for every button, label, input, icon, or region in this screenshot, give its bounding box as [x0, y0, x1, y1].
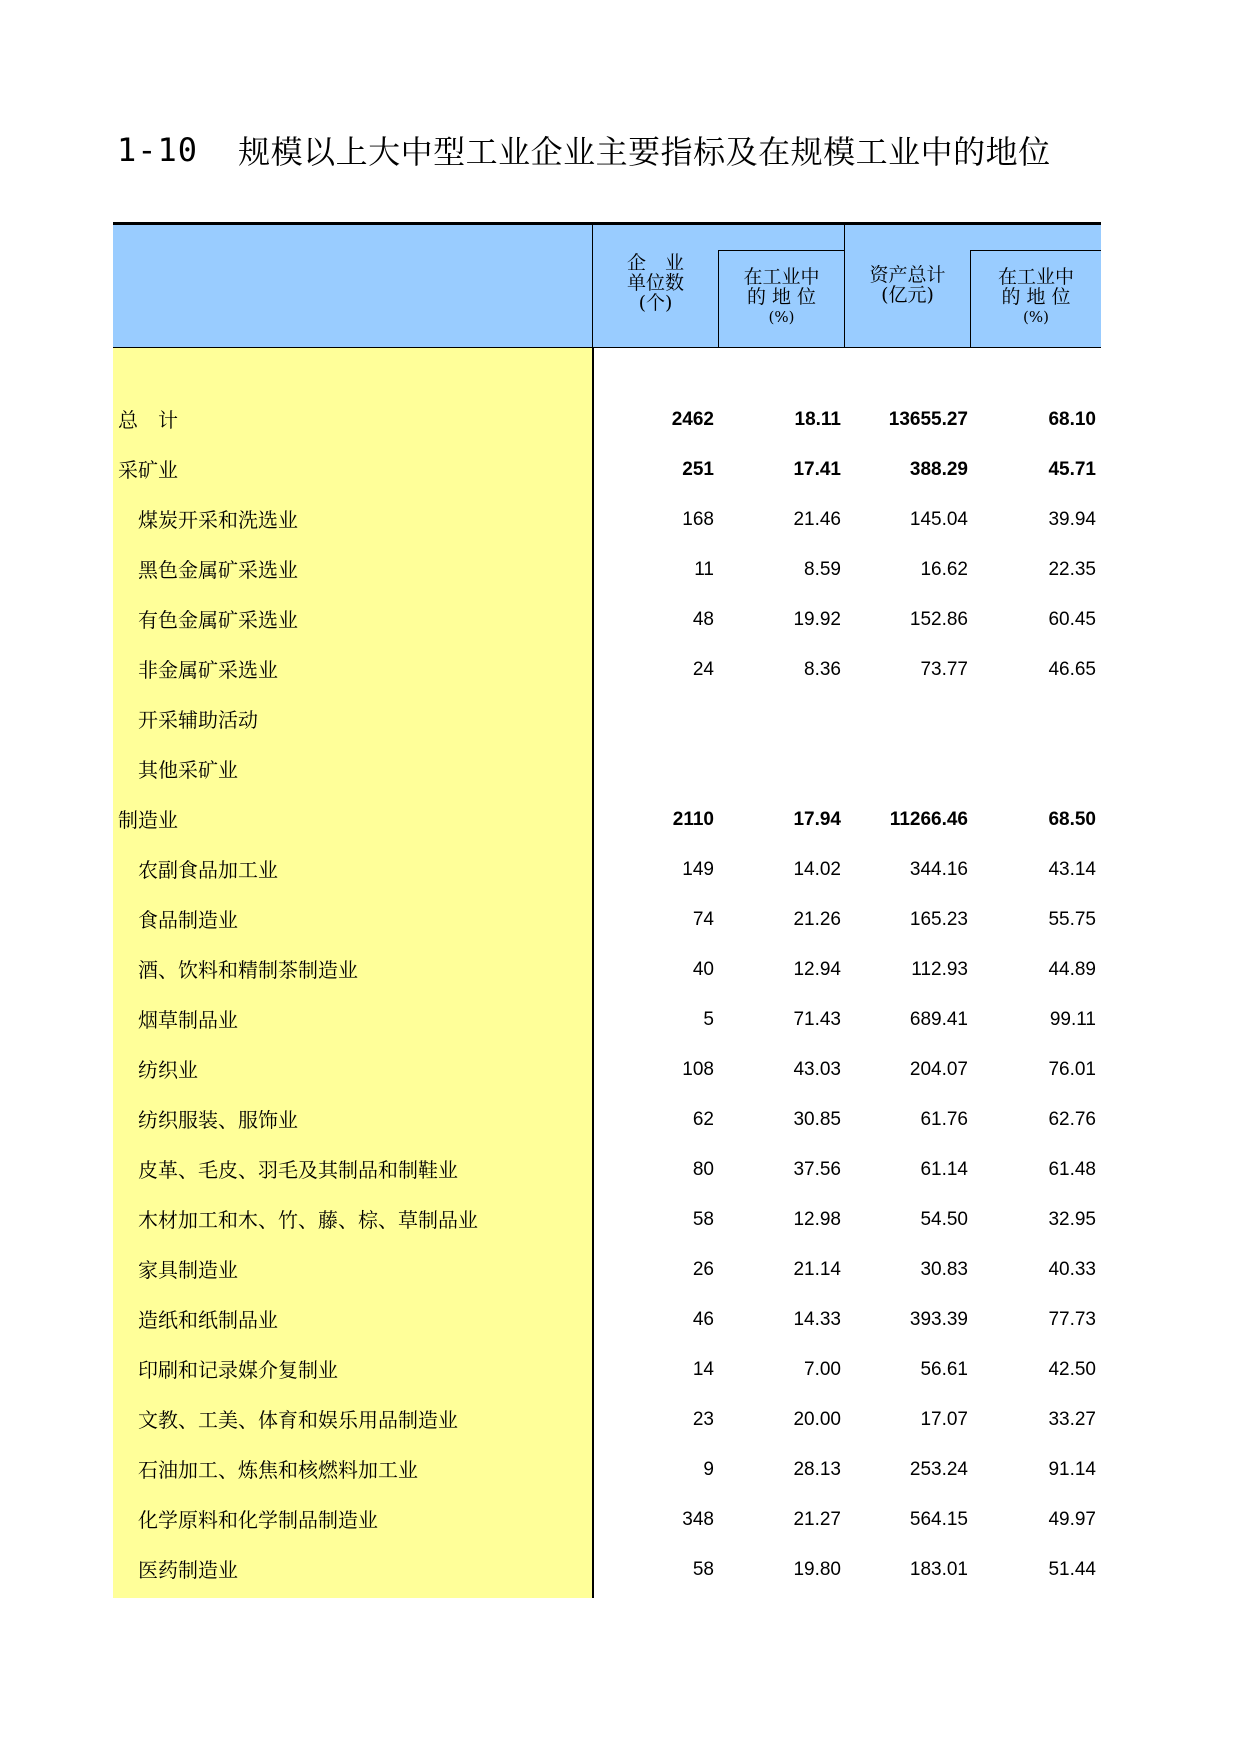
header-line: 的 地 位 — [1001, 286, 1071, 308]
cell-total-assets: 61.76 — [920, 1109, 968, 1130]
row-label: 文教、工美、体育和娱乐用品制造业 — [138, 1408, 458, 1432]
cell-total-assets: 204.07 — [909, 1059, 968, 1080]
cell-share-assets — [973, 695, 1096, 745]
row-label: 石油加工、炼焦和核燃料加工业 — [138, 1458, 418, 1482]
header-total-assets — [845, 265, 970, 305]
row-label: 造纸和纸制品业 — [138, 1308, 278, 1332]
table-row — [113, 395, 1101, 445]
cell-share-count: 17.41 — [793, 459, 841, 480]
cell-total-assets: 73.77 — [920, 659, 968, 680]
cell-share-assets: 76.01 — [1048, 1059, 1096, 1080]
cell-total-assets: 145.04 — [909, 509, 968, 530]
row-label: 医药制造业 — [138, 1558, 238, 1582]
header-line: (个) — [638, 292, 673, 314]
header-line: 单位数 — [626, 272, 684, 294]
cell-total-assets: 30.83 — [920, 1259, 968, 1280]
cell-share-assets: 51.44 — [1048, 1559, 1096, 1580]
table-row — [113, 645, 1101, 695]
cell-enterprise-count: 149 — [682, 859, 714, 880]
header-line: (%) — [1023, 308, 1049, 326]
cell-total-assets: 564.15 — [909, 1509, 968, 1530]
table-row — [113, 1395, 1101, 1445]
row-label: 纺织服装、服饰业 — [138, 1108, 298, 1132]
cell-enterprise-count: 11 — [694, 559, 714, 580]
table-row — [113, 845, 1101, 895]
cell-share-count: 8.36 — [804, 659, 841, 680]
cell-enterprise-count — [594, 695, 714, 745]
header-line: 的 地 位 — [746, 286, 817, 308]
cell-total-assets: 689.41 — [909, 1009, 968, 1030]
cell-share-assets: 32.95 — [1048, 1209, 1096, 1230]
table-row — [113, 595, 1101, 645]
cell-share-count: 43.03 — [793, 1059, 841, 1080]
cell-total-assets: 17.07 — [920, 1409, 968, 1430]
table-row — [113, 795, 1101, 845]
cell-share-count: 71.43 — [793, 1009, 841, 1030]
row-label: 烟草制品业 — [138, 1008, 238, 1032]
table-row — [113, 445, 1101, 495]
table-row — [113, 1095, 1101, 1145]
cell-share-assets: 61.48 — [1048, 1159, 1096, 1180]
cell-total-assets: 393.39 — [909, 1309, 968, 1330]
header-subrule — [718, 250, 845, 251]
cell-enterprise-count: 24 — [692, 659, 714, 680]
table-row — [113, 1045, 1101, 1095]
cell-enterprise-count: 80 — [692, 1159, 714, 1180]
table-row — [113, 495, 1101, 545]
row-label: 皮革、毛皮、羽毛及其制品和制鞋业 — [138, 1158, 458, 1182]
cell-share-count: 30.85 — [793, 1109, 841, 1130]
table-row — [113, 895, 1101, 945]
cell-enterprise-count: 40 — [692, 959, 714, 980]
cell-share-count: 21.26 — [793, 909, 841, 930]
row-label: 开采辅助活动 — [138, 708, 258, 732]
cell-share-assets: 42.50 — [1048, 1359, 1096, 1380]
cell-share-assets: 44.89 — [1048, 959, 1096, 980]
cell-share-assets: 46.65 — [1048, 659, 1096, 680]
header-subrule — [970, 250, 1101, 251]
row-label: 煤炭开采和洗选业 — [138, 508, 298, 532]
cell-total-assets — [846, 695, 968, 745]
table-header — [113, 225, 1101, 347]
cell-enterprise-count: 46 — [692, 1309, 714, 1330]
cell-total-assets: 13655.27 — [888, 409, 968, 430]
cell-total-assets: 112.93 — [911, 959, 968, 980]
table-row — [113, 995, 1101, 1045]
cell-enterprise-count: 62 — [692, 1109, 714, 1130]
cell-share-count: 14.33 — [793, 1309, 841, 1330]
cell-share-count: 12.98 — [793, 1209, 841, 1230]
row-label: 酒、饮料和精制茶制造业 — [138, 958, 358, 982]
row-label: 木材加工和木、竹、藤、棕、草制品业 — [138, 1208, 478, 1232]
cell-share-assets: 39.94 — [1048, 509, 1096, 530]
cell-share-count: 19.92 — [793, 609, 841, 630]
row-label: 农副食品加工业 — [138, 858, 278, 882]
header-enterprise-count — [593, 253, 718, 313]
cell-enterprise-count: 2462 — [671, 409, 714, 430]
cell-share-assets: 99.11 — [1049, 1009, 1096, 1030]
cell-share-count: 8.59 — [804, 559, 841, 580]
cell-enterprise-count: 26 — [692, 1259, 714, 1280]
cell-share-assets: 68.10 — [1048, 409, 1096, 430]
cell-enterprise-count: 58 — [692, 1209, 714, 1230]
cell-total-assets: 344.16 — [909, 859, 968, 880]
cell-share-count — [719, 745, 841, 795]
header-line: (%) — [768, 308, 795, 326]
cell-total-assets: 183.01 — [909, 1559, 968, 1580]
cell-enterprise-count: 5 — [703, 1009, 714, 1030]
cell-share-assets: 55.75 — [1048, 909, 1096, 930]
table-row — [113, 1295, 1101, 1345]
table-row — [113, 695, 1101, 745]
row-label: 家具制造业 — [138, 1258, 238, 1282]
row-label: 采矿业 — [118, 458, 178, 482]
table-row — [113, 1495, 1101, 1545]
table-row — [113, 945, 1101, 995]
cell-total-assets: 16.62 — [920, 559, 968, 580]
cell-enterprise-count: 2110 — [672, 809, 714, 830]
cell-share-assets: 43.14 — [1048, 859, 1096, 880]
row-label: 黑色金属矿采选业 — [138, 558, 298, 582]
cell-total-assets: 56.61 — [920, 1359, 968, 1380]
cell-enterprise-count: 348 — [682, 1509, 714, 1530]
table-title — [117, 128, 1051, 172]
cell-share-count: 20.00 — [793, 1409, 841, 1430]
cell-total-assets: 253.24 — [909, 1459, 968, 1480]
cell-share-count: 12.94 — [793, 959, 841, 980]
cell-share-count: 17.94 — [793, 809, 841, 830]
header-share-count — [719, 267, 844, 327]
cell-share-count: 21.14 — [793, 1259, 841, 1280]
cell-share-count — [719, 695, 841, 745]
cell-share-count: 7.00 — [804, 1359, 841, 1380]
header-share-assets — [971, 267, 1101, 327]
cell-share-count: 18.11 — [794, 409, 841, 430]
cell-total-assets: 165.23 — [909, 909, 968, 930]
table-row — [113, 1445, 1101, 1495]
cell-share-assets — [973, 745, 1096, 795]
cell-share-count: 21.46 — [793, 509, 841, 530]
cell-share-assets: 22.35 — [1048, 559, 1096, 580]
cell-enterprise-count: 9 — [703, 1459, 714, 1480]
data-table — [113, 222, 1101, 1598]
cell-total-assets: 11266.46 — [889, 809, 968, 830]
header-line: (亿元) — [881, 284, 934, 306]
cell-share-count: 14.02 — [793, 859, 841, 880]
row-label: 纺织业 — [138, 1058, 198, 1082]
cell-enterprise-count: 74 — [692, 909, 714, 930]
cell-enterprise-count: 108 — [682, 1059, 714, 1080]
cell-enterprise-count: 58 — [692, 1559, 714, 1580]
cell-share-count: 28.13 — [793, 1459, 841, 1480]
cell-enterprise-count: 23 — [692, 1409, 714, 1430]
row-label: 有色金属矿采选业 — [138, 608, 298, 632]
cell-share-assets: 68.50 — [1048, 809, 1096, 830]
table-row — [113, 1245, 1101, 1295]
cell-total-assets: 61.14 — [920, 1159, 968, 1180]
cell-enterprise-count: 14 — [692, 1359, 714, 1380]
header-line: 企 业 — [626, 252, 684, 274]
cell-share-assets: 62.76 — [1048, 1109, 1096, 1130]
cell-total-assets: 152.86 — [909, 609, 968, 630]
cell-total-assets: 388.29 — [909, 459, 968, 480]
header-line: 在工业中 — [997, 266, 1074, 288]
row-label: 印刷和记录媒介复制业 — [138, 1358, 338, 1382]
cell-enterprise-count — [594, 745, 714, 795]
row-label: 非金属矿采选业 — [138, 658, 278, 682]
row-label: 食品制造业 — [138, 908, 238, 932]
row-label: 化学原料和化学制品制造业 — [138, 1508, 378, 1532]
cell-share-count: 21.27 — [793, 1509, 841, 1530]
table-title-text: 规模以上大中型工业企业主要指标及在规模工业中的地位 — [238, 133, 1051, 171]
table-row — [113, 1545, 1101, 1595]
table-number: 1-10 — [117, 131, 199, 169]
cell-total-assets: 54.50 — [920, 1209, 968, 1230]
cell-share-assets: 40.33 — [1048, 1259, 1096, 1280]
cell-share-count: 37.56 — [793, 1159, 841, 1180]
cell-enterprise-count: 48 — [692, 609, 714, 630]
cell-share-assets: 60.45 — [1048, 609, 1096, 630]
header-line: 在工业中 — [743, 266, 820, 288]
row-label: 制造业 — [118, 808, 178, 832]
cell-share-assets: 49.97 — [1048, 1509, 1096, 1530]
cell-share-assets: 45.71 — [1048, 459, 1096, 480]
cell-share-assets: 77.73 — [1048, 1309, 1096, 1330]
cell-total-assets — [846, 745, 968, 795]
table-row — [113, 1195, 1101, 1245]
cell-enterprise-count: 168 — [682, 509, 714, 530]
cell-share-assets: 33.27 — [1048, 1409, 1096, 1430]
cell-share-count: 19.80 — [793, 1559, 841, 1580]
table-row — [113, 1345, 1101, 1395]
row-label: 其他采矿业 — [138, 758, 238, 782]
table-row — [113, 545, 1101, 595]
row-label: 总 计 — [118, 408, 178, 432]
table-row — [113, 745, 1101, 795]
cell-enterprise-count: 251 — [682, 459, 714, 480]
cell-share-assets: 91.14 — [1048, 1459, 1096, 1480]
table-row — [113, 1145, 1101, 1195]
header-line: 资产总计 — [869, 264, 946, 286]
